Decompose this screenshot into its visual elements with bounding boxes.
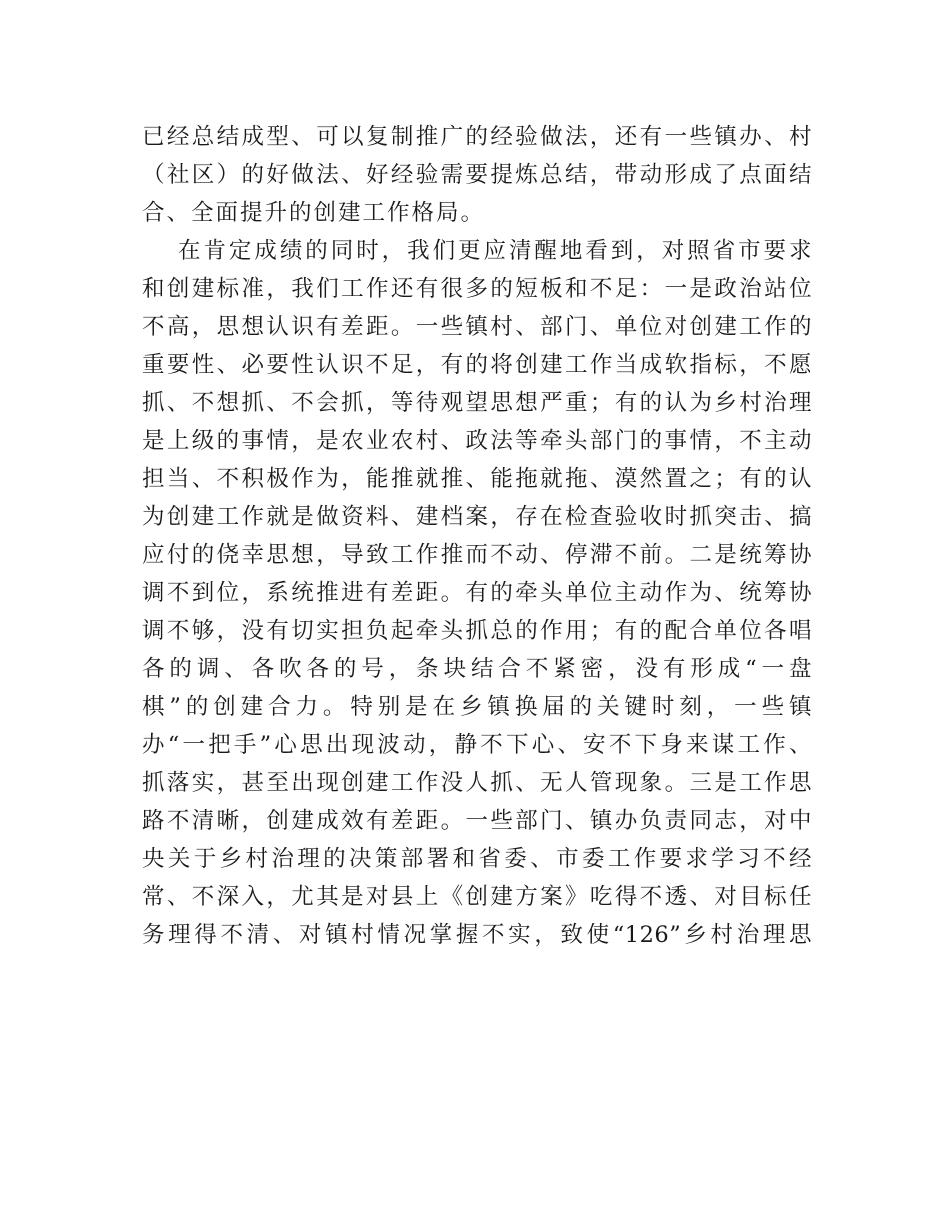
text-line: 在肯定成绩的同时，我们更应清醒地看到，对照省市要求 — [178, 238, 812, 264]
text-line: 调不够，没有切实担负起牵头抓总的作用；有的配合单位各唱 — [142, 618, 812, 644]
text-line: 已经总结成型、可以复制推广的经验做法，还有一些镇办、村 — [142, 124, 812, 150]
text-line: 是上级的事情，是农业农村、政法等牵头部门的事情，不主动 — [142, 428, 812, 454]
text-line: 抓、不想抓、不会抓，等待观望思想严重；有的认为乡村治理 — [142, 390, 812, 416]
text-line: 各的调、各吹各的号，条块结合不紧密，没有形成“一盘 — [142, 656, 812, 682]
text-line: 常、不深入，尤其是对县上《创建方案》吃得不透、对目标任 — [142, 884, 812, 910]
text-line: 调不到位，系统推进有差距。有的牵头单位主动作为、统筹协 — [142, 580, 812, 606]
text-line: 重要性、必要性认识不足，有的将创建工作当成软指标，不愿 — [142, 352, 812, 378]
text-line: 担当、不积极作为，能推就推、能拖就拖、漠然置之；有的认 — [142, 466, 812, 492]
text-line: 为创建工作就是做资料、建档案，存在检查验收时抓突击、搞 — [142, 504, 812, 530]
text-line: 不高，思想认识有差距。一些镇村、部门、单位对创建工作的 — [142, 314, 812, 340]
text-line: 合、全面提升的创建工作格局。 — [142, 200, 486, 226]
paragraph-2 — [142, 232, 812, 954]
text-line: 办“一把手”心思出现波动，静不下心、安不下身来谋工作、 — [142, 732, 812, 758]
text-line: （社区）的好做法、好经验需要提炼总结，带动形成了点面结 — [142, 162, 812, 188]
text-line: 务理得不清、对镇村情况掌握不实，致使“126”乡村治理思 — [142, 922, 812, 948]
text-line: 棋”的创建合力。特别是在乡镇换届的关键时刻，一些镇 — [142, 694, 812, 720]
text-line: 路不清晰，创建成效有差距。一些部门、镇办负责同志，对中 — [142, 808, 812, 834]
paragraph-1 — [142, 118, 812, 232]
text-line: 央关于乡村治理的决策部署和省委、市委工作要求学习不经 — [142, 846, 812, 872]
text-line: 和创建标准，我们工作还有很多的短板和不足：一是政治站位 — [142, 276, 812, 302]
text-line: 应付的侥幸思想，导致工作推而不动、停滞不前。二是统筹协 — [142, 542, 812, 568]
text-line: 抓落实，甚至出现创建工作没人抓、无人管现象。三是工作思 — [142, 770, 812, 796]
